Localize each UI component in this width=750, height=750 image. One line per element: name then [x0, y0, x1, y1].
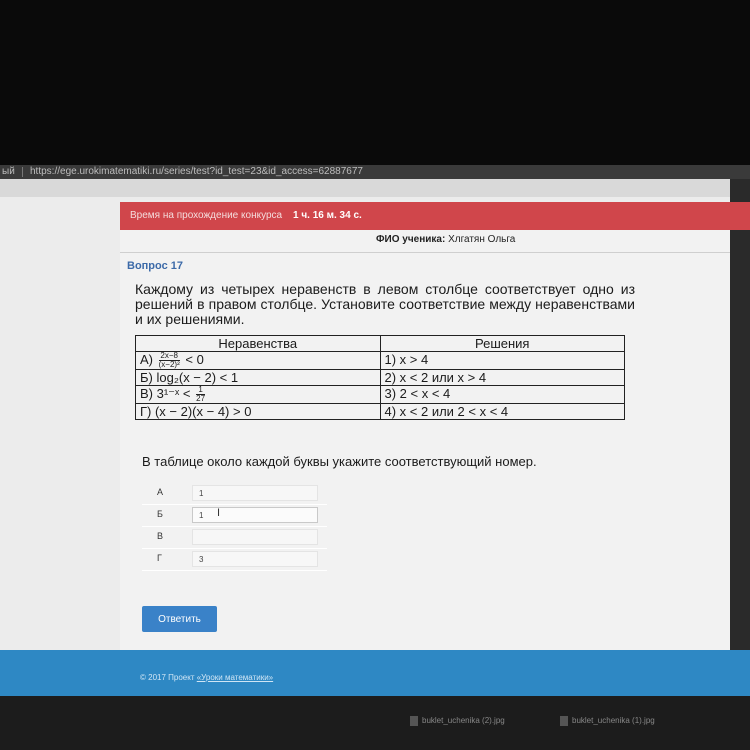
answer-input-a[interactable]: 1: [192, 485, 318, 501]
instruction-text: В таблице около каждой буквы укажите соответствующий номер.: [142, 454, 537, 469]
download-filename[interactable]: buklet_uchenika (1).jpg: [572, 716, 655, 726]
submit-button[interactable]: Ответить: [142, 606, 217, 632]
timer-value: 1 ч. 16 м. 34 с.: [293, 210, 362, 221]
answer-row-v: [142, 527, 327, 549]
timer-label: Время на прохождение конкурса: [130, 210, 283, 221]
question-title: Вопрос 17: [127, 260, 184, 272]
table-row: [136, 352, 625, 370]
table-row: [136, 386, 625, 404]
student-label: ФИО ученика:: [376, 234, 446, 245]
student-name: Хлгатян Ольга: [448, 234, 516, 245]
question-panel: [120, 230, 730, 660]
solution-4: 4) x < 2 или 2 < x < 4: [380, 404, 625, 420]
file-icon: [560, 716, 568, 726]
answer-form: [142, 483, 327, 571]
page-top-gap: [0, 179, 750, 197]
footer: [0, 650, 750, 696]
answer-letter: А: [157, 487, 164, 497]
browser-screen: [0, 165, 750, 750]
download-filename[interactable]: buklet_uchenika (2).jpg: [422, 716, 505, 726]
answer-letter: В: [157, 531, 164, 541]
fraction: [196, 386, 205, 403]
url-text[interactable]: https://ege.urokimatematiki.ru/series/test?id_test=23&id_access=62887677: [30, 166, 363, 177]
address-bar[interactable]: [0, 165, 750, 179]
divider: [22, 167, 23, 177]
fraction: [159, 352, 180, 369]
inequality-a: [136, 352, 381, 370]
timer-bar: [120, 202, 750, 230]
fraction-numerator: 1: [196, 386, 205, 395]
inequality-v-label: В) 3¹⁻ˣ <: [140, 386, 191, 402]
table-header-row: [136, 336, 625, 352]
inequality-a-sign: < 0: [185, 352, 204, 367]
answer-row-g: [142, 549, 327, 571]
download-item[interactable]: [410, 716, 505, 726]
file-icon: [410, 716, 418, 726]
matching-table: [135, 335, 625, 420]
inequality-g: Г) (x − 2)(x − 4) > 0: [136, 404, 381, 420]
download-item[interactable]: [560, 716, 655, 726]
solution-1: 1) x > 4: [380, 352, 625, 370]
question-text: Каждому из четырех неравенств в левом столбце соответствует одно из решений в правом столбце. Установите соответствие между неравенствами и их решениями.: [135, 281, 635, 327]
table-row: [136, 404, 625, 420]
fraction-denominator: (x−2)²: [158, 360, 180, 370]
tab-fragment[interactable]: ый: [2, 166, 15, 177]
fraction-denominator: 27: [196, 394, 206, 404]
inequality-a-label: А): [140, 352, 153, 367]
student-info: [376, 234, 515, 245]
inequality-b: Б) log₂(x − 2) < 1: [136, 370, 381, 386]
inequality-v: [136, 386, 381, 404]
answer-letter: Г: [157, 553, 162, 563]
footer-link[interactable]: «Уроки математики»: [196, 673, 274, 682]
header-inequalities: Неравенства: [136, 336, 381, 352]
copyright: [140, 673, 273, 682]
solution-3: 3) 2 < x < 4: [380, 386, 625, 404]
divider: [120, 252, 730, 253]
header-solutions: Решения: [380, 336, 625, 352]
answer-row-a: [142, 483, 327, 505]
solution-2: 2) x < 2 или x > 4: [380, 370, 625, 386]
answer-row-b: [142, 505, 327, 527]
copyright-text: © 2017 Проект: [140, 673, 195, 682]
answer-input-v[interactable]: [192, 529, 318, 545]
answer-letter: Б: [157, 509, 163, 519]
text-cursor-icon: I: [217, 507, 221, 519]
answer-input-b[interactable]: 1: [192, 507, 318, 523]
answer-input-g[interactable]: 3: [192, 551, 318, 567]
fraction-numerator: 2x−8: [160, 351, 178, 361]
downloads-bar: [0, 696, 750, 750]
table-row: [136, 370, 625, 386]
